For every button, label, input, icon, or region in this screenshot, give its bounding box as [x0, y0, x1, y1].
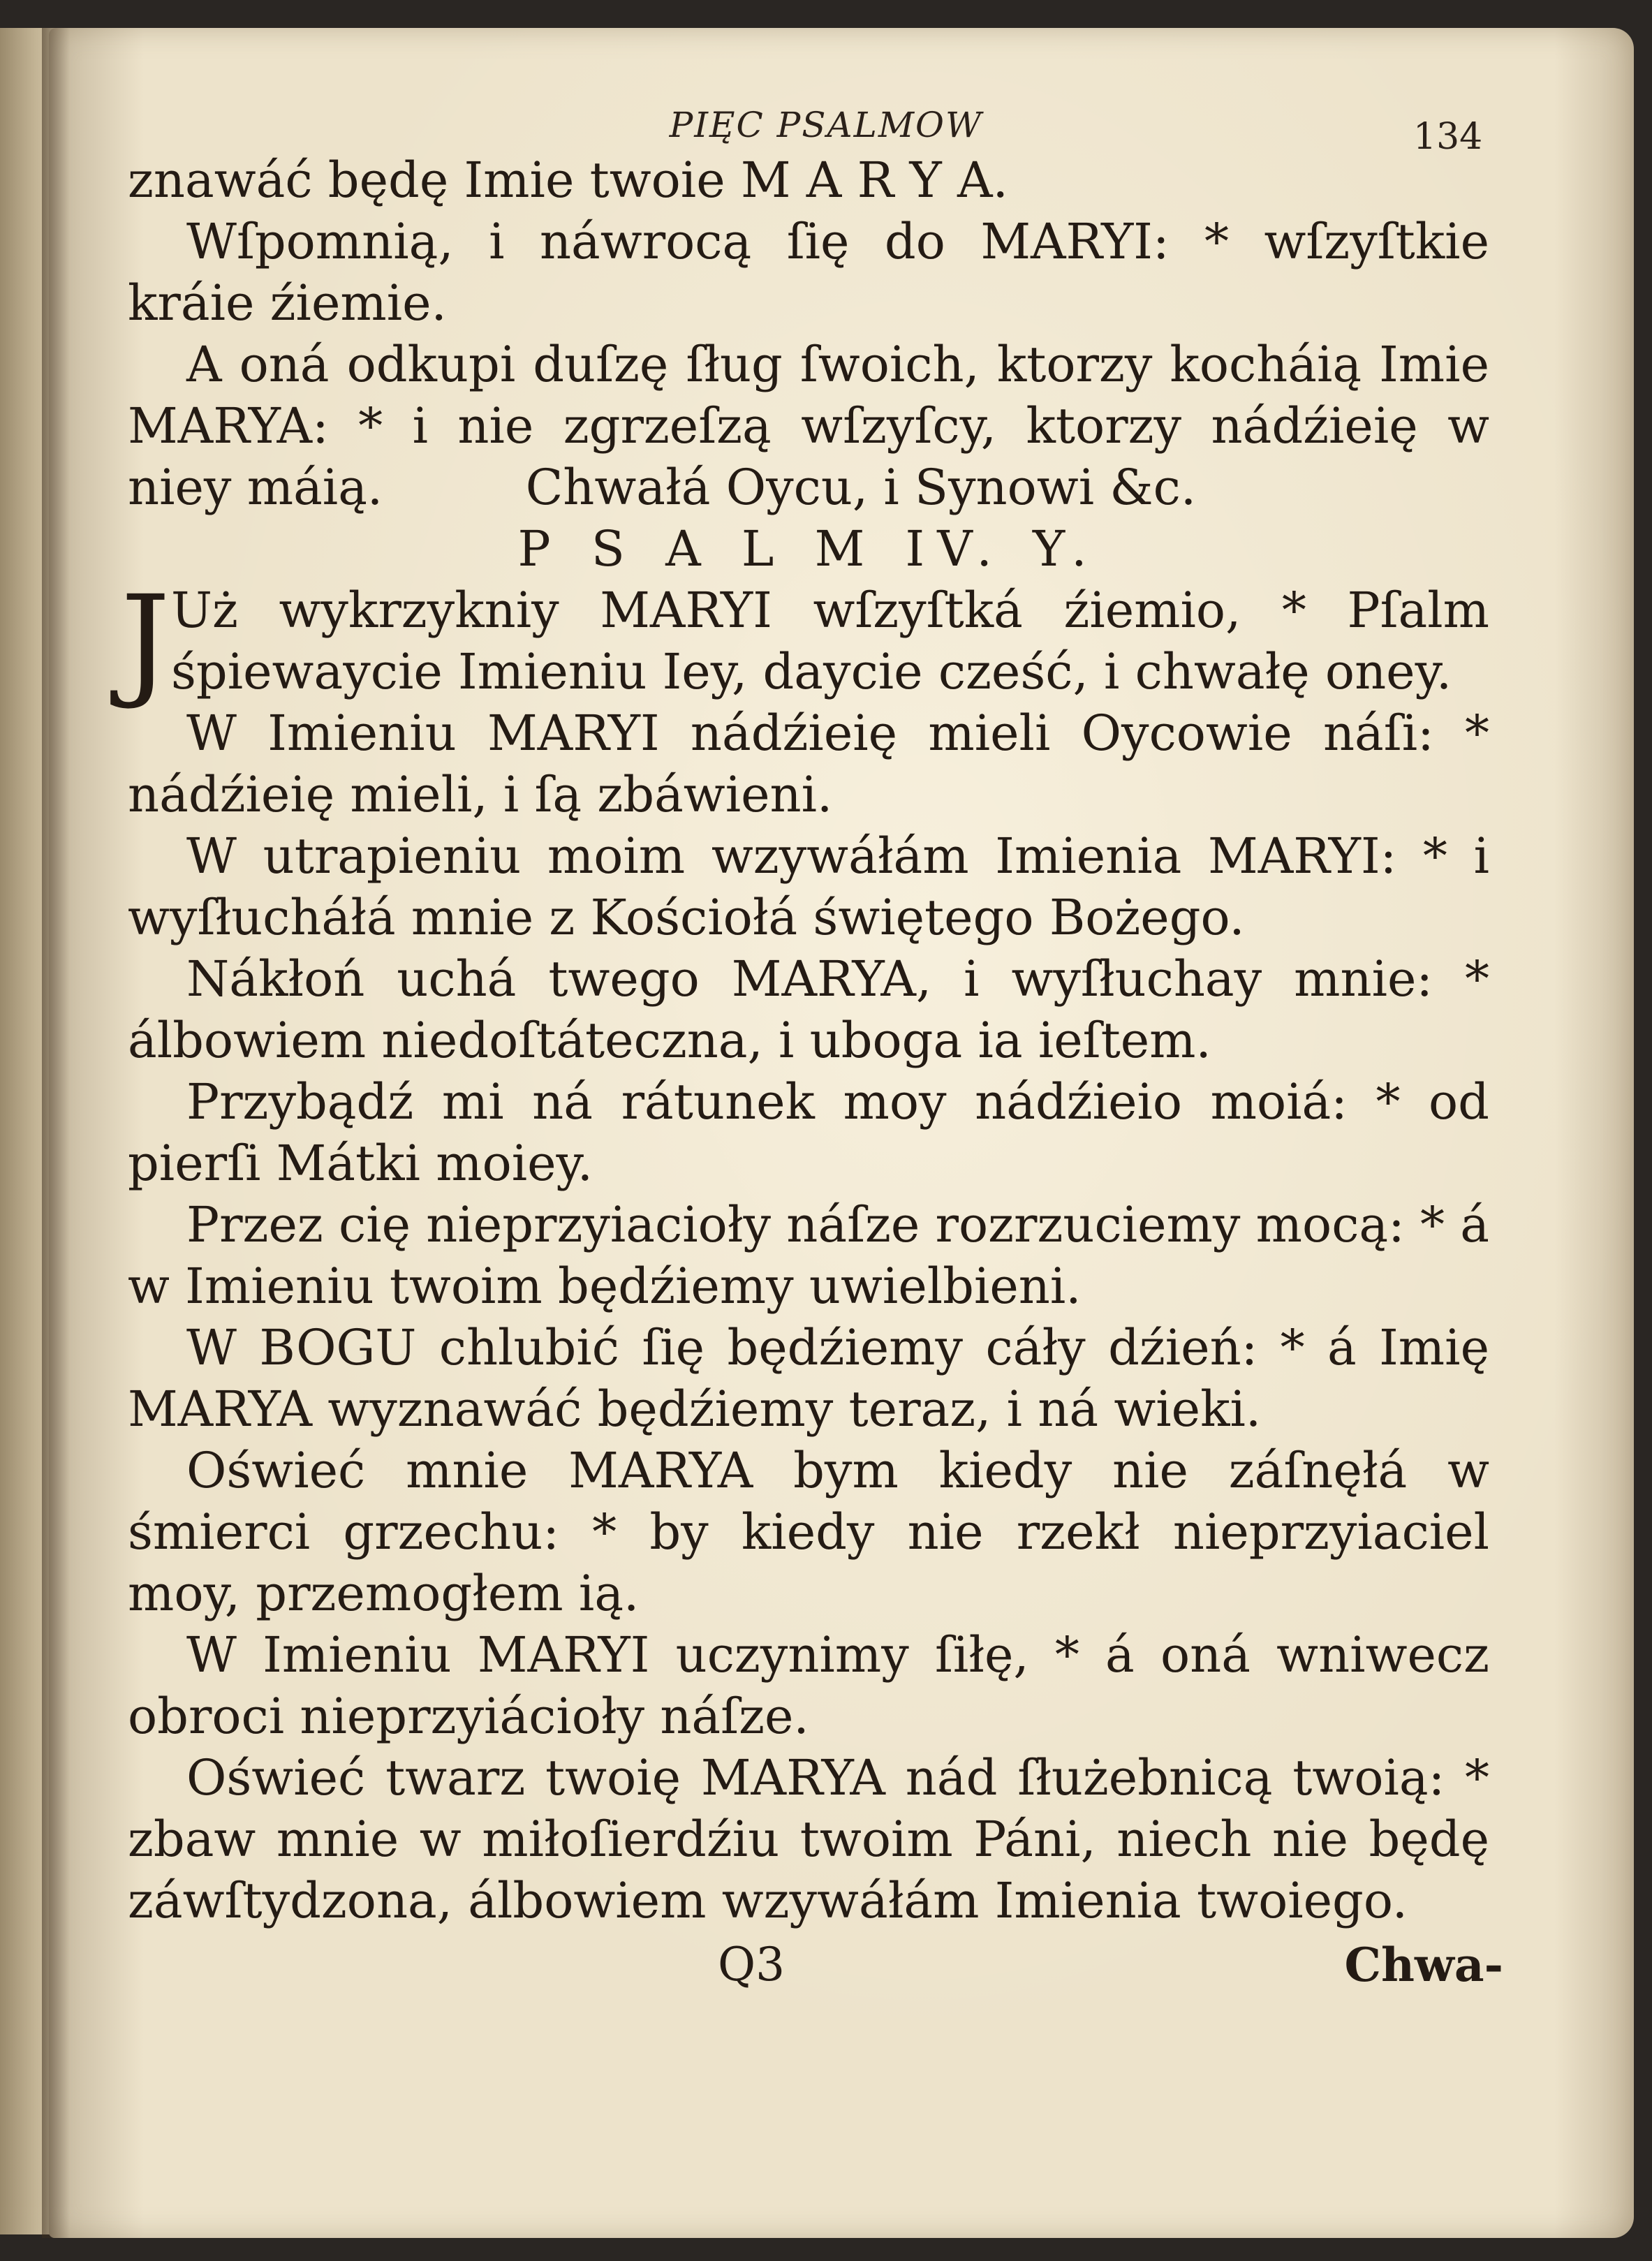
page-text: [121, 149, 1503, 2004]
verse-line: znawáć będę Imie twoie M A R Y A.: [128, 152, 1008, 209]
verse: Oświeć mnie MARYA bym kiedy nie záſnęłá w śmierci grzechu: * by kiedy nie rzekł nieprzyiaciel moy, przemogłem ią.: [128, 1442, 1489, 1622]
verse: W Imieniu MARYI uczynimy ſiłę, * á oná wniwecz obroci nieprzyiácioły náſze.: [128, 1626, 1489, 1745]
verse: W Imieniu MARYI nádźieię mieli Oycowie náſi: * nádźieię mieli, i ſą zbáwieni.: [128, 705, 1489, 823]
doxology: Chwałá Oycu, i Synowi &c.: [525, 459, 1197, 516]
drop-capital: J: [121, 569, 170, 712]
verse-text: Uż wykrzykniy MARYI wſzyſtká źiemio, * Pſalm śpiewaycie Imieniu Iey, daycie cześć, i chwałę oney.: [171, 582, 1489, 700]
psalm-heading: P S A L M IV. Y.: [517, 520, 1100, 577]
catchword: Chwa-: [1344, 1938, 1503, 1992]
verse: Przybądź mi ná rátunek moy nádźieio moiá: * od pierſi Mátki moiey.: [128, 1073, 1489, 1192]
verse: Przez cię nieprzyiacioły náſze rozrzuciemy mocą: * á w Imieniu twoim będźiemy uwielbieni.: [128, 1196, 1489, 1315]
verse-text: A oná odkupi duſzę ſług ſwoich, ktorzy kocháią Imie MARYA: * i nie zgrzeſzą wſzyſcy, ktorzy nádźieię w niey máią.: [128, 336, 1489, 516]
signature-mark: Q3: [718, 1938, 786, 1991]
verse: Nákłoń uchá twego MARYA, i wyſłuchay mnie: * álbowiem niedoſtáteczna, i uboga ia ieſtem.: [128, 950, 1489, 1069]
verse: W utrapieniu moim wzywáłám Imienia MARYI: * i wyſłucháłá mnie z Kościołá świętego Bożego.: [128, 827, 1489, 946]
page-number: 134: [1413, 116, 1483, 158]
gutter-shadow: [42, 28, 70, 2238]
verse: Wſpomnią, i náwrocą ſię do MARYI: * wſzyſtkie kráie źiemie.: [128, 213, 1489, 332]
running-title: PIĘC PSALMOW: [669, 105, 983, 145]
page-footer: [128, 1934, 1503, 2004]
verse: [128, 334, 1489, 518]
verse: Oświeć twarz twoię MARYA nád ſłużebnicą twoią: * zbaw mnie w miłoſierdźiu twoim Páni, niech nie będę záwſtydzona, álbowiem wzywáłám Imienia twoiego.: [128, 1749, 1489, 1929]
verse: W BOGU chlubić ſię będźiemy cáły dźień: * á Imię MARYA wyznawáć będźiemy teraz, i ná wieki.: [128, 1319, 1489, 1438]
verse-dropcap: [121, 569, 1489, 712]
